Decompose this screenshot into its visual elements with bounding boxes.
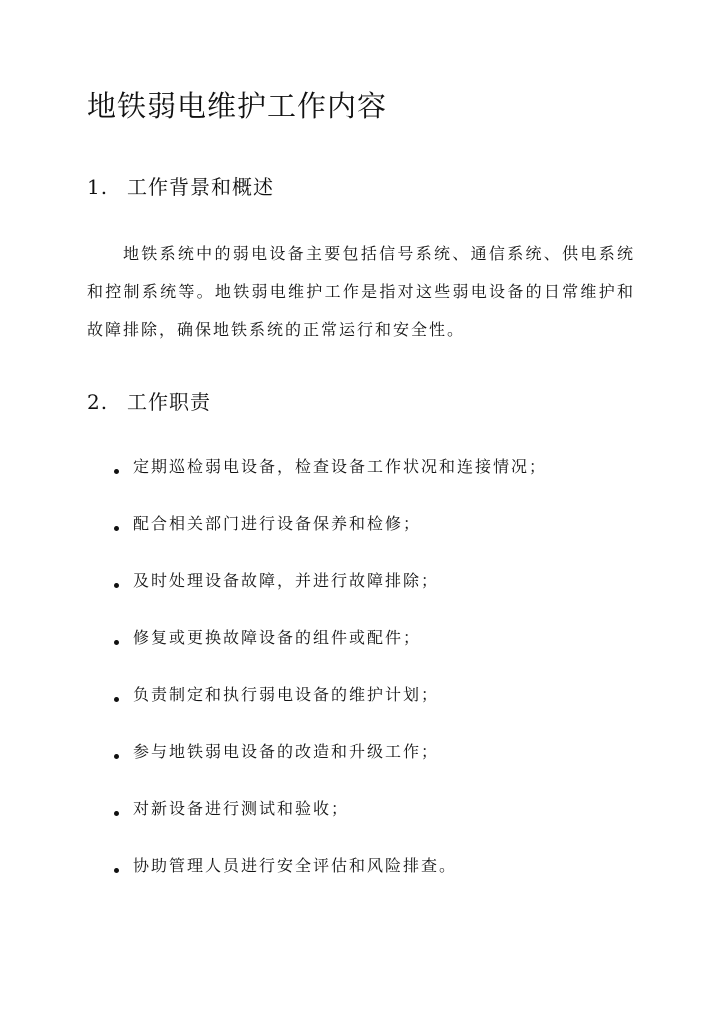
list-item bbox=[87, 505, 647, 562]
bullet-dot-icon bbox=[114, 754, 119, 759]
bullet-dot-icon bbox=[114, 697, 119, 702]
section-title: 工作职责 bbox=[127, 390, 211, 414]
list-item-text: 定期巡检弱电设备，检查设备工作状况和连接情况； bbox=[133, 457, 548, 476]
list-item bbox=[87, 676, 647, 733]
section-heading-background bbox=[87, 172, 274, 202]
list-item-text: 参与地铁弱电设备的改造和升级工作； bbox=[133, 742, 440, 761]
bullet-dot-icon bbox=[114, 526, 119, 531]
section-title: 工作背景和概述 bbox=[127, 175, 274, 199]
section-number: 1. bbox=[87, 175, 109, 199]
list-item-text: 及时处理设备故障，并进行故障排除； bbox=[133, 571, 440, 590]
background-paragraph: 地铁系统中的弱电设备主要包括信号系统、通信系统、供电系统和控制系统等。地铁弱电维护工作是指对这些弱电设备的日常维护和故障排除，确保地铁系统的正常运行和安全性。 bbox=[87, 244, 635, 339]
list-item-text: 负责制定和执行弱电设备的维护计划； bbox=[133, 685, 440, 704]
list-item bbox=[87, 619, 647, 676]
list-item-text: 对新设备进行测试和验收； bbox=[133, 799, 350, 818]
list-item bbox=[87, 562, 647, 619]
list-item-text: 配合相关部门进行设备保养和检修； bbox=[133, 514, 422, 533]
list-item-text: 协助管理人员进行安全评估和风险排查。 bbox=[133, 856, 458, 875]
list-item bbox=[87, 790, 647, 847]
bullet-dot-icon bbox=[114, 811, 119, 816]
list-item bbox=[87, 733, 647, 790]
bullet-dot-icon bbox=[114, 868, 119, 873]
list-item bbox=[87, 448, 647, 505]
bullet-dot-icon bbox=[114, 469, 119, 474]
bullet-dot-icon bbox=[114, 640, 119, 645]
list-item-text: 修复或更换故障设备的组件或配件； bbox=[133, 628, 422, 647]
document-title: 地铁弱电维护工作内容 bbox=[87, 89, 388, 123]
section-number: 2. bbox=[87, 390, 109, 414]
bullet-dot-icon bbox=[114, 583, 119, 588]
list-item bbox=[87, 847, 647, 904]
duties-list bbox=[87, 448, 647, 904]
section-heading-duties bbox=[87, 387, 211, 417]
